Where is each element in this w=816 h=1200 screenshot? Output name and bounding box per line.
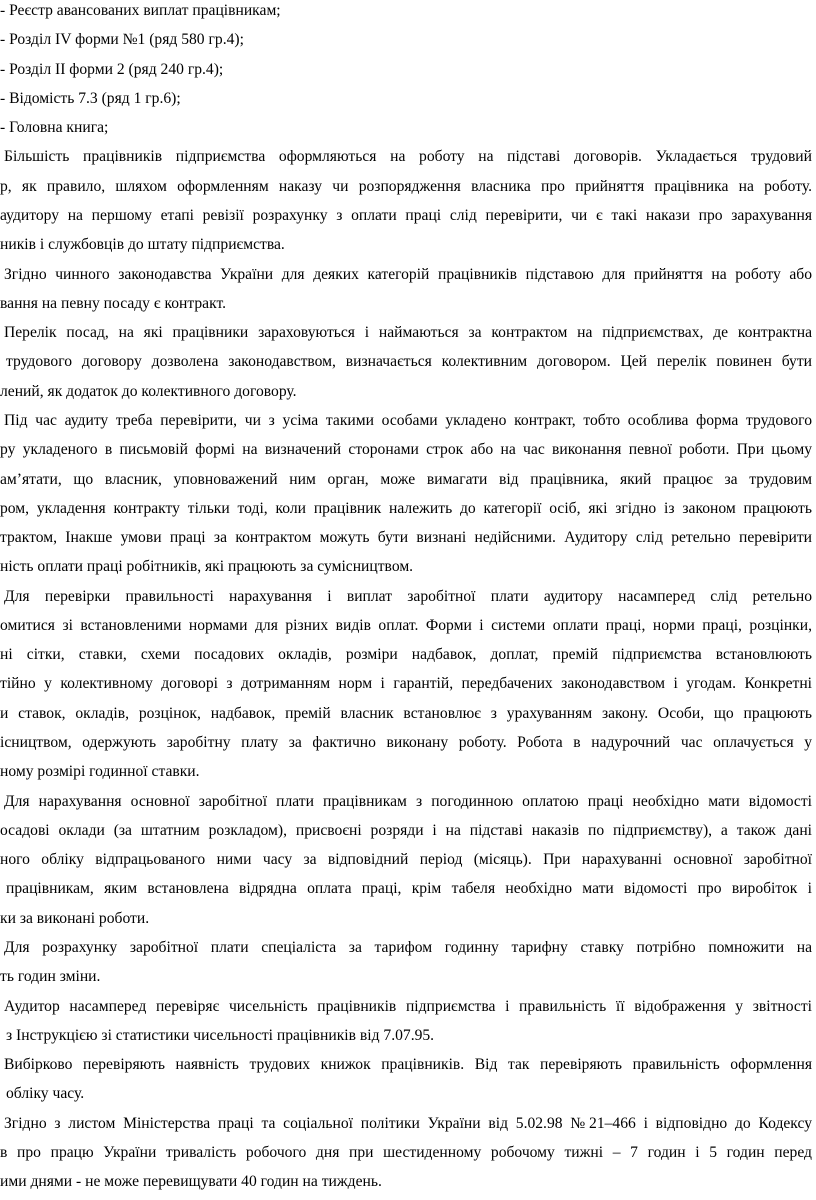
paragraph-line: ам’ятати, що власник, уповноважений ним орган, може вимагати від працівника, який працює за трудовим [0,471,812,488]
paragraph-line: вання на певну посаду є контракт. [0,295,227,312]
paragraph-line: ників і службовців до штату підприємства. [0,236,285,253]
list-item: - Розділ IV форми №1 (ряд 580 гр.4); [0,31,244,48]
paragraph-line: ному розмірі годинної ставки. [0,763,200,780]
paragraph-line: Вибірково перевіряють наявність трудових книжок працівників. Від так перевіряють правильність оформлення [4,1056,812,1073]
paragraph-line: в про працю України тривалість робочого дня при шестиденному робочому тижні – 7 годин і 5 годин перед [0,1144,812,1161]
paragraph-line: Перелік посад, на які працівники зараховуються і наймаються за контрактом на підприємствах, де контрактна [4,324,812,341]
paragraph-line: ру укладеного в письмовій формі на визначений сторонами строк або на час виконання певної роботи. При цьому [0,441,812,458]
paragraph-line: Під час аудиту треба перевірити, чи з усіма такими особами укладено контракт, тобто особлива форма трудового [4,412,812,429]
paragraph-line: ного обліку відпрацьованого ними часу за відповідний період (місяць). При нарахуванні основної заробітної [0,851,812,868]
paragraph-line: Більшість працівників підприємства оформляються на роботу на підставі договорів. Укладається трудовий [4,148,812,165]
list-item: - Відомість 7.3 (ряд 1 гр.6); [0,90,181,107]
paragraph-line: ність оплати праці робітників, які працюють за сумісництвом. [0,558,414,575]
paragraph-line: обліку часу. [6,1085,85,1102]
paragraph-line: Для нарахування основної заробітної плати працівникам з погодинною оплатою праці необхідно мати відомості [4,793,812,810]
paragraph-line: ісництвом, одержують заробітну плату за фактично виконану роботу. Робота в надурочний час оплачується у [0,734,812,751]
paragraph-line: Згідно чинного законодавства України для деяких категорій працівників підставою для прийняття на роботу або [4,266,812,283]
paragraph-line: трактом, Інакше умови праці за контрактом можуть бути визнані недійсними. Аудитору слід ретельно перевірити [0,529,812,546]
paragraph-line: ром, укладення контракту тільки тоді, коли працівник належить до категорії осіб, які згідно із законом працюють [0,500,812,517]
list-item: - Розділ II форми 2 (ряд 240 гр.4); [0,61,224,78]
paragraph-line: осадові оклади (за штатним розкладом), присвоєні розряди і на підставі наказів по підприємству), а також дані [0,822,812,839]
list-item: - Реєстр авансованих виплат працівникам; [0,2,281,19]
paragraph-line: Згідно з листом Міністерства праці та соціальної політики України від 5.02.98 №21–466 і відповідно до Кодексу [4,1115,812,1132]
paragraph-line: Для перевірки правильності нарахування і виплат заробітної плати аудитору насамперед слід ретельно [4,588,812,605]
paragraph-line: омитися зі встановленими нормами для різних видів оплат. Форми і системи оплати праці, норми праці, розцінки, [0,617,812,634]
paragraph-line: ки за виконані роботи. [0,910,150,927]
paragraph-line: Аудитор насамперед перевіряє чисельність працівників підприємства і правильність її відображення у звітності [4,998,812,1015]
paragraph-line: аудитору на першому етапі ревізії розрахунку з оплати праці слід перевірити, чи є такі накази про зарахування [0,207,812,224]
paragraph-line: ні сітки, ставки, схеми посадових окладів, розміри надбавок, доплат, премій підприємства встановлюють [0,646,812,663]
paragraph-line: Для розрахунку заробітної плати спеціаліста за тарифом годинну тарифну ставку потрібно помножити на [4,939,812,956]
paragraph-line: ими днями - не може перевищувати 40 годин на тиждень. [0,1173,382,1190]
paragraph-line: тійно у колективному договорі з дотриманням норм і гарантій, передбачених законодавством і угодам. Конкретні [0,675,812,692]
paragraph-line: и ставок, окладів, розцінок, надбавок, премій власник встановлює з урахуванням закону. Особи, що працюють [0,705,812,722]
paragraph-line: лений, як додаток до колективного договору. [0,383,297,400]
paragraph-line: р, як правило, шляхом оформленням наказу чи розпорядження власника про прийняття працівника на роботу. [0,178,812,195]
paragraph-line: працівникам, яким встановлена відрядна оплата праці, крім табеля необхідно мати відомості про виробіток і [6,880,812,897]
paragraph-line: трудового договору дозволена законодавством, визначається колективним договором. Цей перелік повинен бути [6,353,812,370]
paragraph-line: ть годин зміни. [0,968,101,985]
list-item: - Головна книга; [0,119,109,136]
paragraph-line: з Інструкцією зі статистики чисельності працівників від 7.07.95. [6,1027,435,1044]
